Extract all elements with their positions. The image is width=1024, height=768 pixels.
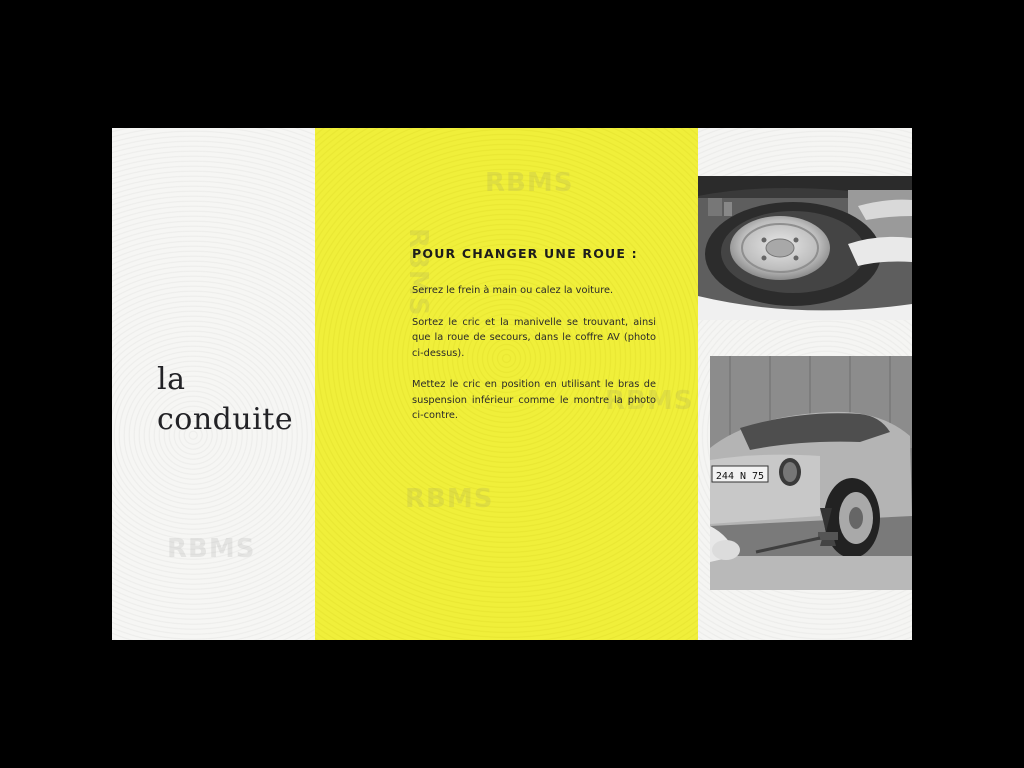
section-title <box>157 360 293 440</box>
left-panel <box>112 128 315 640</box>
brochure-page <box>112 128 912 640</box>
instruction-paragraph-3: Mettez le cric en position en utilisant le bras de suspension inférieur comme le montre la photo ci-contre. <box>412 379 656 421</box>
watermark-vertical: RBMS <box>403 228 433 317</box>
spare-wheel-photo <box>698 176 912 320</box>
section-title-line1: la <box>157 362 186 397</box>
instructions <box>412 246 656 440</box>
watermark-right: RBMS <box>605 386 694 416</box>
watermark-left: RBMS <box>167 534 256 564</box>
instruction-paragraph-2: Sortez le cric et la manivelle se trouvant, ainsi que la roue de secours, dans le coffre AV (photo ci-dessus). <box>412 316 656 359</box>
section-title-line2: conduite <box>157 402 294 437</box>
instructions-heading: POUR CHANGER UNE ROUE : <box>412 246 638 261</box>
instruction-paragraph-1: Serrez le frein à main ou calez la voiture. <box>412 285 614 296</box>
watermark-top: RBMS <box>485 168 574 198</box>
watermark-middle: RBMS <box>405 484 494 514</box>
license-plate: 244 N 75 <box>715 471 765 482</box>
car-jack-photo <box>710 356 912 590</box>
